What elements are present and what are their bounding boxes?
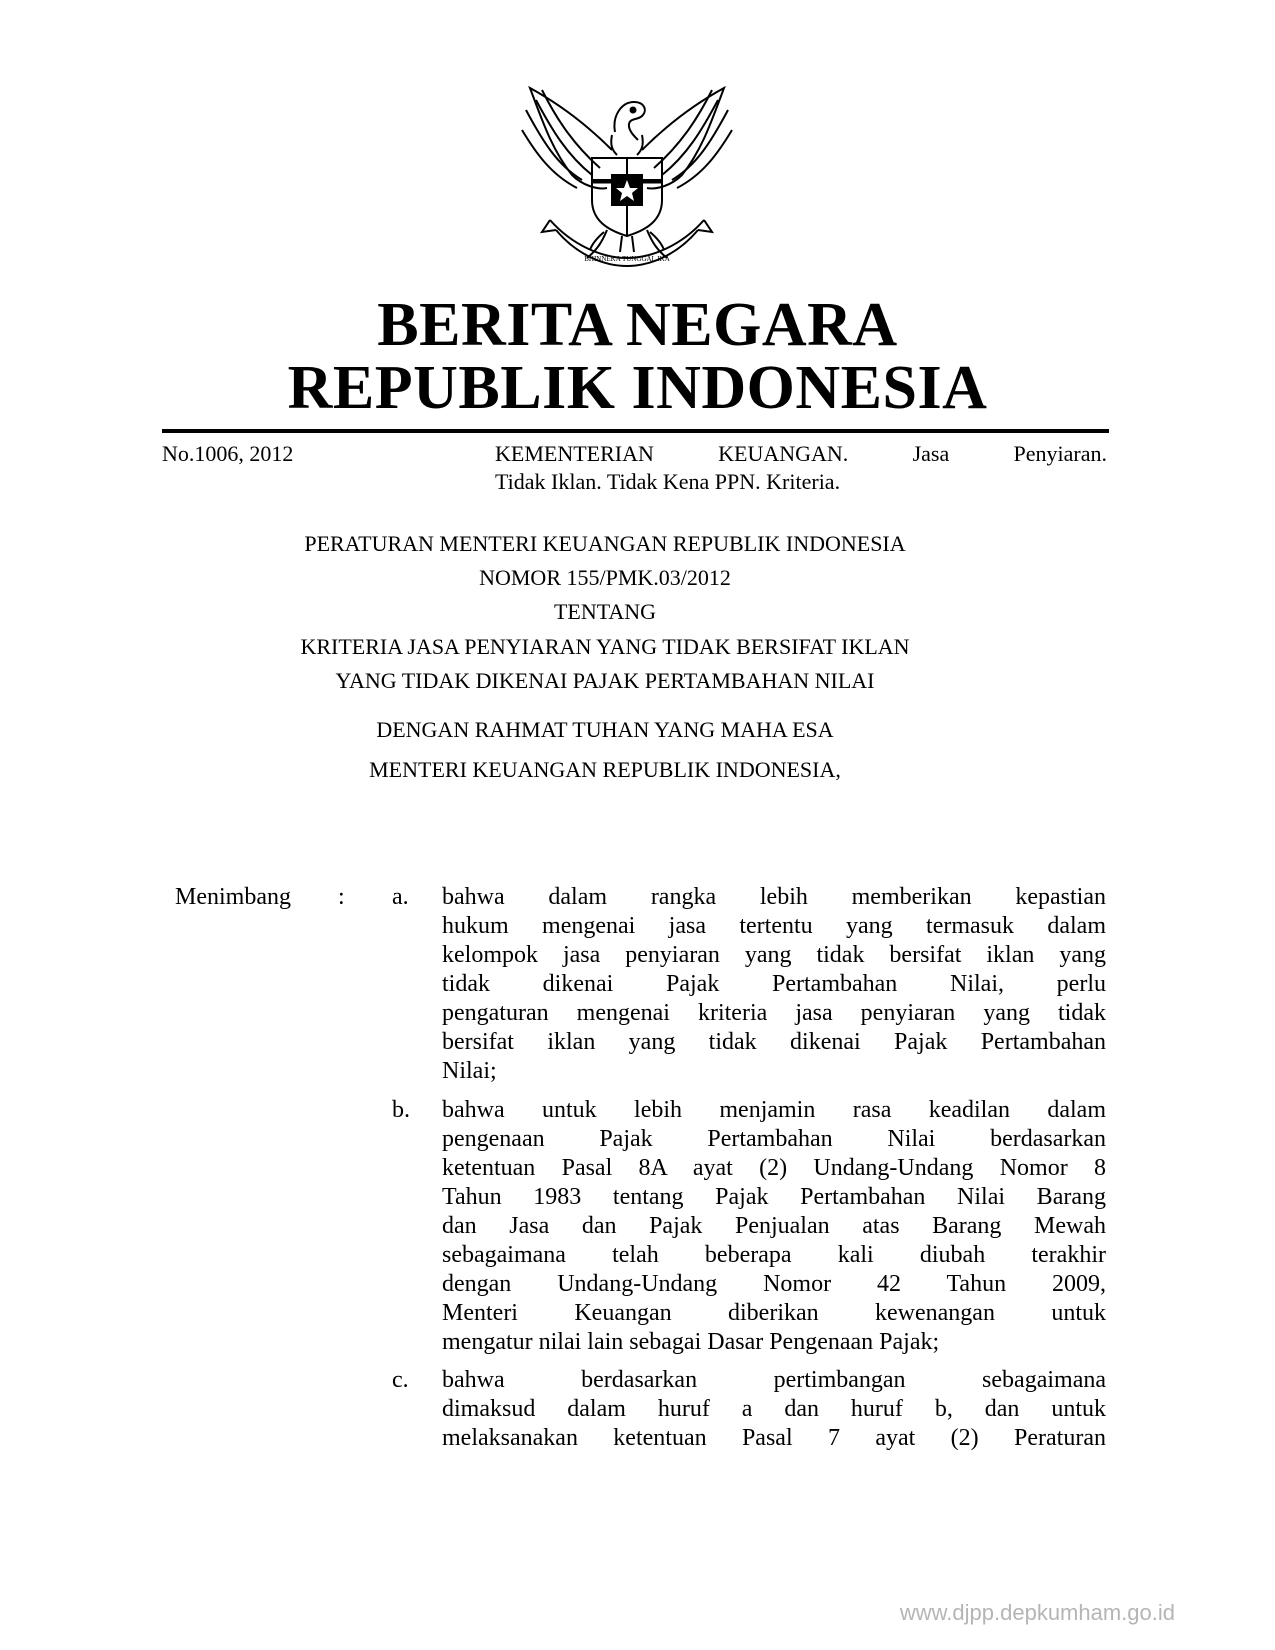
item-line: Menteri Keuangan diberikan kewenangan untuk bbox=[442, 1300, 1106, 1326]
item-line: bersifat iklan yang tidak dikenai Pajak Pertambahan bbox=[442, 1029, 1106, 1055]
regulation-about: TENTANG bbox=[553, 599, 657, 624]
item-line: kelompok jasa penyiaran yang tidak bersifat iklan yang bbox=[442, 942, 1106, 968]
item-letter: c. bbox=[392, 1367, 409, 1393]
considering-colon: : bbox=[338, 884, 345, 910]
considering-label: Menimbang bbox=[175, 884, 291, 910]
item-letter: a. bbox=[392, 884, 409, 910]
footer-url[interactable]: www.djpp.depkumham.go.id bbox=[899, 1600, 1175, 1625]
considering-item-c bbox=[442, 1366, 1106, 1453]
garuda-emblem bbox=[512, 80, 742, 275]
issue-number: No.1006, 2012 bbox=[162, 441, 294, 466]
item-line: dengan Undang-Undang Nomor 42 Tahun 2009, bbox=[442, 1271, 1106, 1297]
emblem-motto: BHINNEKA TUNGGAL IKA bbox=[584, 255, 670, 263]
item-letter: b. bbox=[392, 1097, 410, 1123]
issue-subject-line: Tidak Iklan. Tidak Kena PPN. Kriteria. bbox=[495, 469, 841, 494]
item-line: pengenaan Pajak Pertambahan Nilai berdasarkan bbox=[442, 1126, 1106, 1152]
item-line: bahwa dalam rangka lebih memberikan kepastian bbox=[442, 884, 1106, 910]
regulation-number: NOMOR 155/PMK.03/2012 bbox=[479, 565, 731, 590]
considering-item-a bbox=[442, 883, 1106, 1086]
item-line: dan Jasa dan Pajak Penjualan atas Barang Mewah bbox=[442, 1213, 1106, 1239]
item-line: bahwa untuk lebih menjamin rasa keadilan dalam bbox=[442, 1097, 1106, 1123]
regulation-subject-line: YANG TIDAK DIKENAI PAJAK PERTAMBAHAN NILAI bbox=[335, 668, 875, 693]
item-line: ketentuan Pasal 8A ayat (2) Undang-Undang Nomor 8 bbox=[442, 1155, 1106, 1181]
regulation-title: PERATURAN MENTERI KEUANGAN REPUBLIK INDONESIA bbox=[304, 531, 906, 556]
item-line: Nilai; bbox=[442, 1058, 497, 1084]
item-line: mengatur nilai lain sebagai Dasar Pengenaan Pajak; bbox=[442, 1329, 940, 1355]
item-line: tidak dikenai Pajak Pertambahan Nilai, perlu bbox=[442, 971, 1106, 997]
issue-subject-line: KEMENTERIAN KEUANGAN. Jasa Penyiaran. bbox=[495, 441, 1107, 466]
considering-item-b bbox=[442, 1096, 1106, 1357]
regulation-invocation: DENGAN RAHMAT TUHAN YANG MAHA ESA bbox=[376, 717, 834, 742]
masthead-title: BERITA NEGARA bbox=[377, 291, 898, 359]
regulation-issuer: MENTERI KEUANGAN REPUBLIK INDONESIA, bbox=[369, 757, 841, 782]
item-line: Tahun 1983 tentang Pajak Pertambahan Nilai Barang bbox=[442, 1184, 1106, 1210]
item-line: melaksanakan ketentuan Pasal 7 ayat (2) Peraturan bbox=[442, 1425, 1106, 1451]
item-line: pengaturan mengenai kriteria jasa penyiaran yang tidak bbox=[442, 1000, 1106, 1026]
item-line: sebagaimana telah beberapa kali diubah terakhir bbox=[442, 1242, 1106, 1268]
masthead-divider bbox=[162, 429, 1109, 433]
item-line: dimaksud dalam huruf a dan huruf b, dan untuk bbox=[442, 1396, 1106, 1422]
issue-subject bbox=[495, 440, 1107, 496]
masthead-subtitle: REPUBLIK INDONESIA bbox=[287, 354, 988, 422]
item-line: hukum mengenai jasa tertentu yang termasuk dalam bbox=[442, 913, 1106, 939]
regulation-subject-line: KRITERIA JASA PENYIARAN YANG TIDAK BERSIFAT IKLAN bbox=[300, 634, 910, 659]
item-line: bahwa berdasarkan pertimbangan sebagaimana bbox=[442, 1367, 1106, 1393]
